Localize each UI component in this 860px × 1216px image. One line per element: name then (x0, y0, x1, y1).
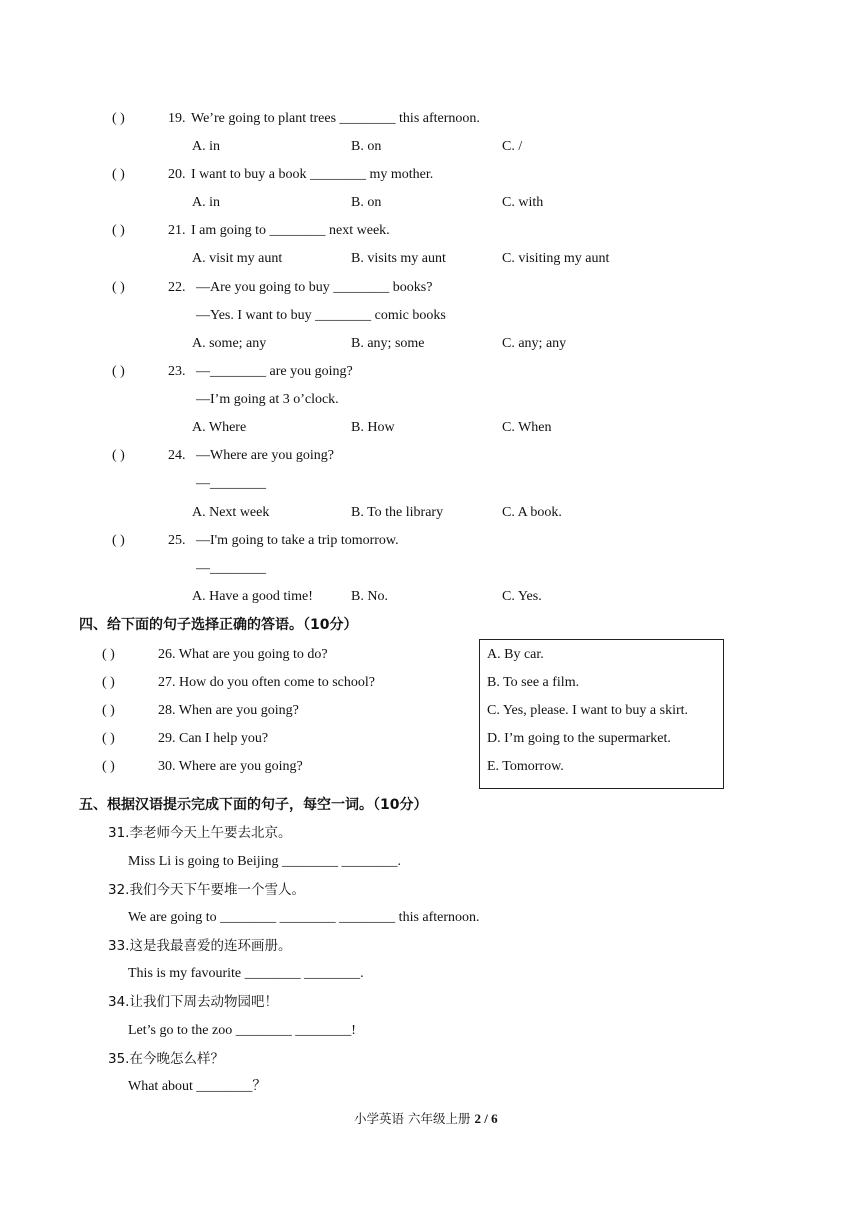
option-a: A. in (192, 195, 220, 210)
question-dialogue: —________ (196, 476, 266, 491)
question-dialogue: —Yes. I want to buy ________ comic books (196, 308, 446, 323)
option-a: A. in (192, 139, 220, 154)
option-c: C. / (502, 139, 523, 154)
fill-sentence[interactable]: Miss Li is going to Beijing ________ ________. (128, 854, 402, 869)
matching-question: 29. Can I help you? (158, 731, 269, 746)
option-c: C. Yes. (502, 589, 542, 604)
answer-blank[interactable]: ( ) (112, 223, 125, 238)
option-a: A. Next week (192, 505, 270, 520)
question-number: 20. (168, 167, 186, 182)
option-a: A. Have a good time! (192, 589, 313, 604)
option-b: B. on (351, 139, 382, 154)
question-stem: —________ are you going? (196, 364, 353, 379)
answer-blank[interactable]: ( ) (102, 731, 115, 746)
answer-blank[interactable]: ( ) (102, 675, 115, 690)
page-number: 2 / 6 (474, 1111, 498, 1126)
section-title: 四、给下面的句子选择正确的答语。（10分） (79, 617, 358, 633)
option-a: A. visit my aunt (192, 251, 283, 266)
option-b: B. How (351, 420, 395, 435)
question-stem: —Are you going to buy ________ books? (196, 280, 433, 295)
answer-blank[interactable]: ( ) (112, 448, 125, 463)
answer-blank[interactable]: ( ) (112, 280, 125, 295)
section-title: 五、根据汉语提示完成下面的句子，每空一词。（10分） (79, 797, 428, 813)
option-c: C. any; any (502, 336, 567, 351)
fill-sentence[interactable]: What about ________？ (128, 1079, 267, 1094)
option-c: C. A book. (502, 505, 562, 520)
chinese-prompt: 35.在今晚怎么样？ (108, 1051, 224, 1067)
matching-question: 27. How do you often come to school? (158, 675, 375, 690)
question-number: 23. (168, 364, 186, 379)
answer-choice: D. I’m going to the supermarket. (487, 731, 671, 746)
chinese-prompt: 32.我们今天下午要堆一个雪人。 (108, 882, 305, 898)
matching-question: 26. What are you going to do? (158, 647, 328, 662)
option-b: B. To the library (351, 505, 444, 520)
option-a: A. Where (192, 420, 247, 435)
answer-choice: E. Tomorrow. (487, 759, 564, 774)
chinese-prompt: 31.李老师今天上午要去北京。 (108, 825, 292, 841)
option-b: B. No. (351, 589, 388, 604)
chinese-prompt: 34.让我们下周去动物园吧！ (108, 994, 278, 1010)
question-number: 25. (168, 533, 186, 548)
option-c: C. When (502, 420, 552, 435)
option-b: B. on (351, 195, 382, 210)
answer-blank[interactable]: ( ) (112, 533, 125, 548)
question-number: 19. (168, 111, 186, 126)
chinese-prompt: 33.这是我最喜爱的连环画册。 (108, 938, 292, 954)
option-b: B. any; some (351, 336, 425, 351)
option-c: C. visiting my aunt (502, 251, 610, 266)
question-stem: We’re going to plant trees ________ this afternoon. (191, 111, 480, 126)
fill-sentence[interactable]: Let’s go to the zoo ________ ________! (128, 1023, 356, 1038)
matching-question: 30. Where are you going? (158, 759, 303, 774)
question-number: 24. (168, 448, 186, 463)
footer-label: 小学英语 六年级上册 (354, 1111, 471, 1126)
answer-blank[interactable]: ( ) (102, 759, 115, 774)
page-footer (354, 1110, 498, 1128)
answer-blank[interactable]: ( ) (102, 703, 115, 718)
question-number: 22. (168, 280, 186, 295)
answer-blank[interactable]: ( ) (112, 111, 125, 126)
answer-choice: B. To see a film. (487, 675, 580, 690)
fill-sentence[interactable]: This is my favourite ________ ________. (128, 966, 364, 981)
matching-question: 28. When are you going? (158, 703, 299, 718)
answer-blank[interactable]: ( ) (112, 167, 125, 182)
option-b: B. visits my aunt (351, 251, 446, 266)
option-c: C. with (502, 195, 544, 210)
question-stem: I want to buy a book ________ my mother. (191, 167, 434, 182)
question-dialogue: —I’m going at 3 o’clock. (196, 392, 339, 407)
option-a: A. some; any (192, 336, 267, 351)
answer-choice: C. Yes, please. I want to buy a skirt. (487, 703, 689, 718)
question-number: 21. (168, 223, 186, 238)
answer-blank[interactable]: ( ) (112, 364, 125, 379)
answer-blank[interactable]: ( ) (102, 647, 115, 662)
question-stem: I am going to ________ next week. (191, 223, 390, 238)
question-stem: —Where are you going? (196, 448, 334, 463)
answer-choice: A. By car. (487, 647, 544, 662)
question-stem: —I'm going to take a trip tomorrow. (196, 533, 399, 548)
question-dialogue: —________ (196, 561, 266, 576)
fill-sentence[interactable]: We are going to ________ ________ ________ this afternoon. (128, 910, 480, 925)
